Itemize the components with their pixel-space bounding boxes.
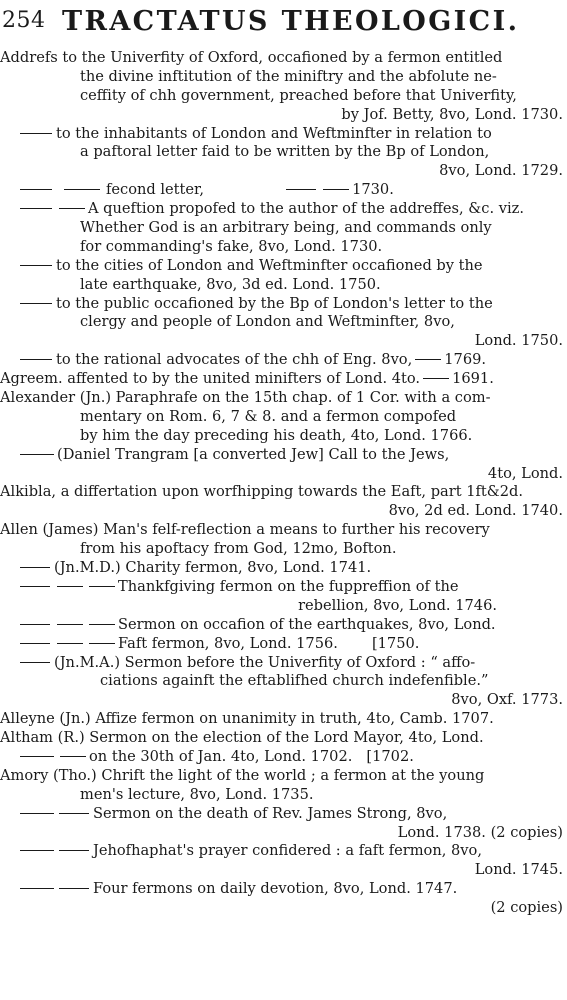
entry-altham xyxy=(0,729,567,767)
text-line: by him the day preceding his death, 4to, Lond. 1766. xyxy=(80,426,473,444)
entry-oxford-sermon xyxy=(0,654,567,711)
entry-amory-strong xyxy=(0,805,567,843)
text-line: Amory (Tho.) Chrift the light of the world ; a fermon at the young xyxy=(0,766,485,784)
text-line: Whether God is an arbitrary being, and commands only xyxy=(80,219,492,237)
text-line: Addrefs to the Univerfity of Oxford, occafioned by a fermon entitled xyxy=(0,49,503,66)
text-line: (Daniel Trangram [a converted Jew] Call to the Jews, xyxy=(57,445,450,463)
text-line: Lond. 1750. xyxy=(474,332,563,350)
text-line: ciations againft the eftablifhed church indefenfible.” xyxy=(100,672,489,690)
text-line: to the cities of London and Weftminfter occafioned by the xyxy=(56,256,483,274)
text-line: 8vo, 2d ed. Lond. 1740. xyxy=(388,502,563,520)
text-line: men's lecture, 8vo, Lond. 1735. xyxy=(80,785,314,803)
text-line: [1702. xyxy=(366,747,414,765)
text-line: Sermon on occafion of the earthquakes, 8vo, Lond. xyxy=(118,615,496,633)
text-line: Agreem. affented to by the united minifters of Lond. 4to. xyxy=(0,370,421,388)
text-line: Sermon on the death of Rev. James Strong, 8vo, xyxy=(93,804,448,822)
ditto-dash xyxy=(20,208,52,209)
ditto-dash xyxy=(20,133,52,134)
text-line: Lond. 1738. (2 copies) xyxy=(397,823,563,841)
catalogue-entries xyxy=(0,49,567,918)
entry-amory-devotion xyxy=(0,880,567,918)
text-line: mentary on Rom. 6, 7 & 8. and a fermon compofed xyxy=(80,407,457,425)
ditto-dash xyxy=(20,189,52,190)
text-line: [1750. xyxy=(371,634,420,652)
text-line: by Jof. Betty, 8vo, Lond. 1730. xyxy=(341,105,563,123)
entry-thanksgiving xyxy=(0,578,567,616)
text-line: Alexander (Jn.) Paraphrafe on the 15th chap. of 1 Cor. with a com- xyxy=(0,389,491,407)
text-line: Jehofhaphat's prayer confidered : a faft fermon, 8vo, xyxy=(93,842,482,860)
entry-cities-earthquake xyxy=(0,257,567,295)
ditto-dash xyxy=(59,850,89,851)
ditto-dash xyxy=(57,643,83,644)
text-line: Alleyne (Jn.) Affize fermon on unanimity in truth, 4to, Camb. 1707. xyxy=(0,710,494,728)
text-line: 1769. xyxy=(444,351,487,369)
entry-rational-advocates xyxy=(0,351,567,370)
entry-trangram xyxy=(0,446,567,484)
text-line: (Jn.M.A.) Sermon before the Univerfity of Oxford : “ affo- xyxy=(54,653,476,671)
ditto-dash xyxy=(59,208,85,209)
ditto-dash xyxy=(64,189,100,190)
entry-allen xyxy=(0,521,567,559)
text-line: 1691. xyxy=(452,370,494,388)
ditto-dash xyxy=(20,265,52,266)
text-line: fecond letter, xyxy=(106,181,205,199)
entry-public-letter xyxy=(0,295,567,352)
ditto-dash xyxy=(59,888,89,889)
entry-alleyne xyxy=(0,710,567,729)
ditto-dash xyxy=(57,624,83,625)
ditto-dash xyxy=(89,643,115,644)
entry-allen-charity xyxy=(0,559,567,578)
text-line: Faft fermon, 8vo, Lond. 1756. xyxy=(118,634,338,652)
text-line: Alkibla, a differtation upon worfhipping towards the Eaft, part 1ft&2d. xyxy=(0,483,524,501)
text-line: for commanding's fake, 8vo, Lond. 1730. xyxy=(80,237,383,255)
entry-earthquakes xyxy=(0,616,567,635)
text-line: ceffity of chh government, preached before that Univerfity, xyxy=(80,86,517,104)
entry-question xyxy=(0,200,567,257)
page-header xyxy=(0,6,567,46)
text-line: to the inhabitants of London and Weftminfter in relation to xyxy=(56,124,492,142)
entry-second-letter xyxy=(0,181,567,200)
ditto-dash xyxy=(20,567,50,568)
ditto-dash xyxy=(20,850,54,851)
text-line: Lond. 1745. xyxy=(474,861,563,879)
text-line: 8vo, Lond. 1729. xyxy=(439,162,563,180)
text-line: rebellion, 8vo, Lond. 1746. xyxy=(298,596,497,614)
running-title: TRACTATUS THEOLOGICI. xyxy=(62,6,520,37)
ditto-dash xyxy=(20,662,50,663)
entry-address-oxford xyxy=(0,49,567,125)
ditto-dash xyxy=(59,813,89,814)
text-line: Altham (R.) Sermon on the election of the Lord Mayor, 4to, Lond. xyxy=(0,729,484,747)
ditto-dash xyxy=(89,624,115,625)
ditto-dash xyxy=(415,359,441,360)
text-line: Allen (James) Man's felf-reflection a means to further his recovery xyxy=(0,521,490,539)
ditto-dash xyxy=(20,454,54,455)
ditto-dash xyxy=(286,189,316,190)
text-line: from his apoftacy from God, 12mo, Bofton. xyxy=(80,540,397,558)
text-line: late earthquake, 8vo, 3d ed. Lond. 1750. xyxy=(80,275,381,293)
text-line: the divine inftitution of the miniftry and the abfolute ne- xyxy=(80,67,497,85)
text-line: Thankfgiving fermon on the fuppreffion of the xyxy=(118,577,459,595)
ditto-dash xyxy=(57,586,83,587)
entry-agreement xyxy=(0,370,567,389)
entry-amory-jehoshaphat xyxy=(0,842,567,880)
entry-address-inhabitants xyxy=(0,125,567,182)
entry-amory xyxy=(0,767,567,805)
text-line: (2 copies) xyxy=(490,899,563,917)
ditto-dash xyxy=(20,813,54,814)
text-line: to the rational advocates of the chh of Eng. 8vo, xyxy=(56,351,413,369)
page-number: 254 xyxy=(2,8,46,33)
ditto-dash xyxy=(423,378,449,379)
ditto-dash xyxy=(20,888,54,889)
ditto-dash xyxy=(20,643,50,644)
text-line: 8vo, Oxf. 1773. xyxy=(451,691,563,709)
text-line: A queftion propofed to the author of the addreffes, &c. viz. xyxy=(88,200,524,218)
ditto-dash xyxy=(20,624,50,625)
entry-fast-sermon xyxy=(0,635,567,654)
entry-alexander xyxy=(0,389,567,446)
ditto-dash xyxy=(20,586,50,587)
ditto-dash xyxy=(20,756,54,757)
text-line: (Jn.M.D.) Charity fermon, 8vo, Lond. 1741. xyxy=(54,559,372,577)
ditto-dash xyxy=(60,756,86,757)
entry-alkibla xyxy=(0,483,567,521)
text-line: clergy and people of London and Weftminfter, 8vo, xyxy=(80,313,455,331)
text-line: Four fermons on daily devotion, 8vo, Lond. 1747. xyxy=(93,880,458,898)
ditto-dash xyxy=(20,303,52,304)
text-line: 1730. xyxy=(352,181,394,199)
text-line: to the public occafioned by the Bp of London's letter to the xyxy=(56,294,493,312)
text-line: 4to, Lond. xyxy=(487,464,563,482)
ditto-dash xyxy=(20,359,52,360)
text-line: on the 30th of Jan. 4to, Lond. 1702. xyxy=(89,747,353,765)
ditto-dash xyxy=(89,586,115,587)
ditto-dash xyxy=(323,189,349,190)
text-line: a paftoral letter faid to be written by the Bp of London, xyxy=(80,143,490,161)
